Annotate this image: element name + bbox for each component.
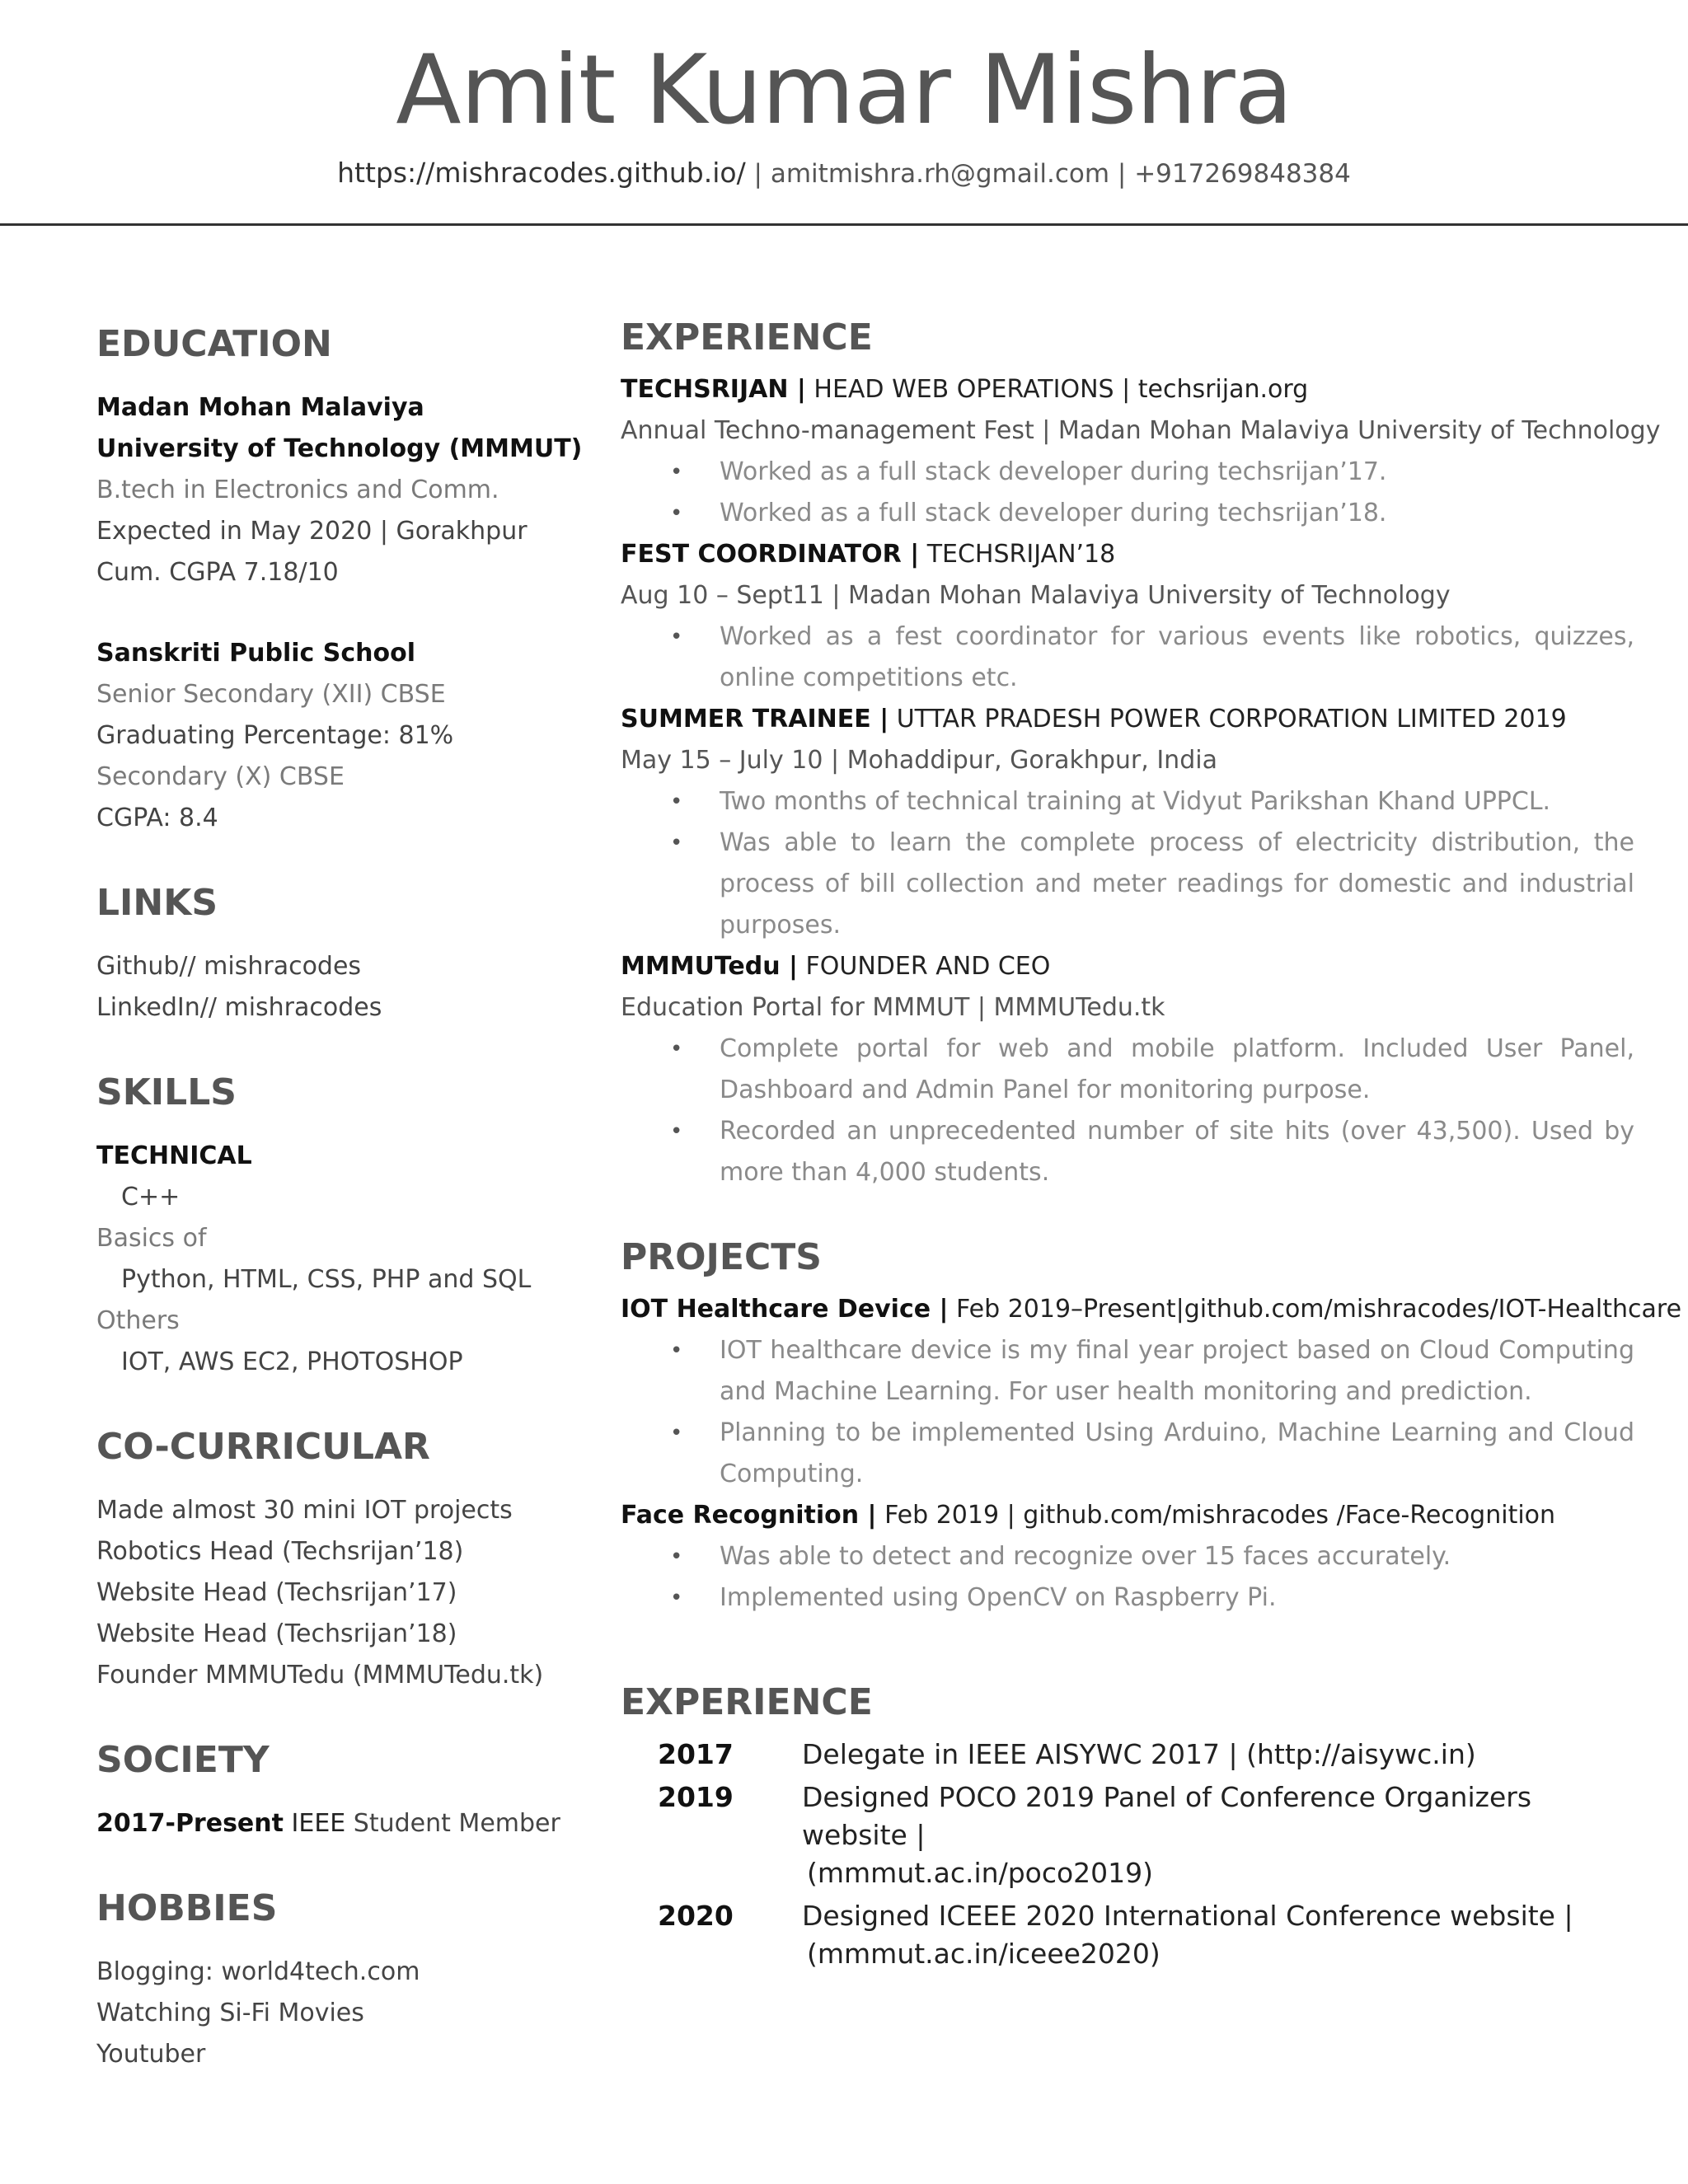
bullet-item: • Worked as a fest coordinator for various events like robotics, quizzes, online competitions etc.: [621, 616, 1634, 699]
society-years: 2017-Present: [96, 1809, 284, 1838]
project-bullets: [621, 1536, 1634, 1619]
achievement-link[interactable]: (mmmut.ac.in/poco2019): [807, 1857, 1154, 1889]
achievement-row: [621, 1736, 1634, 1774]
achievement-line: Delegate in IEEE AISYWC 2017 | (http://aisywc.in): [802, 1738, 1476, 1770]
separator: |: [1109, 159, 1135, 189]
school1-name-line2: University of Technology (MMMUT): [96, 434, 583, 463]
school2-name: Sanskriti Public School: [96, 639, 416, 668]
society-title: SOCIETY: [96, 1739, 270, 1781]
bullet-item: • Recorded an unprecedented number of site hits (over 43,500). Used by more than 4,000 students.: [621, 1111, 1634, 1193]
cocurricular-item: Founder MMMUTedu (MMMUTedu.tk): [96, 1661, 544, 1690]
project-meta[interactable]: Feb 2019–Present|github.com/mishracodes/IOT-Healthcare: [956, 1295, 1682, 1324]
project-title: [621, 1495, 1634, 1536]
hobby-item: Watching Si-Fi Movies: [96, 1999, 364, 2027]
left-column: [96, 313, 591, 2075]
school1-name-line1: Madan Mohan Malaviya: [96, 393, 424, 422]
achievement-year: 2020: [658, 1900, 734, 1932]
experience2-title: EXPERIENCE: [621, 1681, 873, 1723]
bullet-item: • Was able to learn the complete process of electricity distribution, the process of bill collection and meter readings for domestic and industrial purposes.: [621, 823, 1634, 946]
right-column: [621, 313, 1682, 1978]
job-role: UTTAR PRADESH POWER CORPORATION LIMITED 2019: [896, 705, 1567, 733]
bullet-item: • Implemented using OpenCV on Raspberry Pi.: [621, 1577, 1634, 1619]
achievement-text: [802, 1779, 1634, 1892]
job-subtitle: May 15 – July 10 | Mohaddipur, Gorakhpur, India: [621, 746, 1217, 775]
school2-x-cgpa: CGPA: 8.4: [96, 804, 218, 832]
job-bullets: [621, 452, 1634, 534]
project-bullets: [621, 1330, 1634, 1495]
projects-title: PROJECTS: [621, 1236, 822, 1278]
bullet-item: • IOT healthcare device is my final year project based on Cloud Computing and Machine Learning. For user health monitoring and prediction.: [621, 1330, 1634, 1413]
project-name: Face Recognition |: [621, 1501, 877, 1530]
candidate-name: Amit Kumar Mishra: [396, 35, 1292, 146]
contact-line: [0, 155, 1688, 192]
hobby-item: Blogging: world4tech.com: [96, 1957, 420, 1986]
job-role: HEAD WEB OPERATIONS | techsrijan.org: [814, 375, 1309, 404]
job-title: [621, 699, 1634, 740]
job-org: SUMMER TRAINEE |: [621, 705, 889, 733]
bullet-item: • Planning to be implemented Using Arduino, Machine Learning and Cloud Computing.: [621, 1413, 1634, 1495]
job-org: FEST COORDINATOR |: [621, 540, 920, 569]
website-link[interactable]: https://mishracodes.github.io/: [337, 157, 746, 189]
achievement-year: 2017: [658, 1738, 734, 1770]
cocurricular-item: Made almost 30 mini IOT projects: [96, 1496, 513, 1525]
skills-basics-label: Basics of: [96, 1224, 207, 1253]
project-name: IOT Healthcare Device |: [621, 1295, 949, 1324]
education-title: EDUCATION: [96, 323, 332, 365]
society-entry: [96, 1803, 591, 1844]
linkedin-link[interactable]: LinkedIn// mishracodes: [96, 993, 382, 1022]
job-title: [621, 369, 1634, 410]
bullet-item: • Worked as a full stack developer during techsrijan’17.: [621, 452, 1634, 493]
skills-title: SKILLS: [96, 1071, 237, 1113]
job-title: [621, 534, 1634, 575]
achievement-text: [802, 1736, 1634, 1774]
achievement-row: [621, 1779, 1634, 1892]
job-subtitle: Aug 10 – Sept11 | Madan Mohan Malaviya University of Technology: [621, 581, 1451, 610]
achievement-line: Designed ICEEE 2020 International Conference website |: [802, 1900, 1573, 1932]
experience-title: EXPERIENCE: [621, 316, 873, 359]
hobby-item: Youtuber: [96, 2040, 206, 2069]
society-org: IEEE: [291, 1809, 346, 1838]
school2-xii-percentage: Graduating Percentage: 81%: [96, 721, 454, 750]
skills-technical-label: TECHNICAL: [96, 1141, 252, 1170]
bullet-item: • Two months of technical training at Vidyut Parikshan Khand UPPCL.: [621, 781, 1634, 823]
school2-x: Secondary (X) CBSE: [96, 762, 345, 791]
job-bullets: [621, 616, 1634, 699]
project-title: [621, 1289, 1682, 1330]
job-org: MMMUTedu |: [621, 952, 798, 981]
job-role: FOUNDER AND CEO: [805, 952, 1051, 981]
email-link[interactable]: amitmishra.rh@gmail.com: [770, 159, 1110, 189]
job-title: [621, 946, 1634, 987]
achievement-year: 2019: [658, 1781, 734, 1813]
header-divider: [0, 223, 1688, 226]
skills-technical-value: C++: [121, 1183, 181, 1212]
bullet-item: • Complete portal for web and mobile platform. Included User Panel, Dashboard and Admin Panel for monitoring purpose.: [621, 1029, 1634, 1111]
achievement-link[interactable]: (mmmut.ac.in/iceee2020): [807, 1938, 1160, 1970]
job-subtitle: Annual Techno-management Fest | Madan Mohan Malaviya University of Technology: [621, 416, 1661, 445]
skills-others-label: Others: [96, 1306, 180, 1335]
hobbies-title: HOBBIES: [96, 1887, 278, 1929]
cocurricular-item: Website Head (Techsrijan’18): [96, 1619, 457, 1648]
school2-xii: Senior Secondary (XII) CBSE: [96, 680, 446, 709]
job-org: TECHSRIJAN |: [621, 375, 806, 404]
cocurricular-item: Website Head (Techsrijan’17): [96, 1578, 457, 1607]
separator: |: [745, 159, 771, 189]
cocurricular-title: CO-CURRICULAR: [96, 1426, 430, 1468]
github-link[interactable]: Github// mishracodes: [96, 952, 362, 981]
skills-basics-value: Python, HTML, CSS, PHP and SQL: [121, 1265, 532, 1294]
achievement-text: [802, 1897, 1634, 1973]
job-bullets: [621, 781, 1634, 946]
school1-cgpa: Cum. CGPA 7.18/10: [96, 558, 339, 587]
links-title: LINKS: [96, 882, 218, 924]
cocurricular-item: Robotics Head (Techsrijan’18): [96, 1537, 464, 1566]
job-subtitle: Education Portal for MMMUT | MMMUTedu.tk: [621, 993, 1165, 1022]
phone-number[interactable]: +917269848384: [1134, 159, 1351, 189]
achievement-row: [621, 1897, 1634, 1973]
job-role: TECHSRIJAN’18: [926, 540, 1116, 569]
school1-expected: Expected in May 2020 | Gorakhpur: [96, 517, 528, 546]
bullet-item: • Worked as a full stack developer during techsrijan’18.: [621, 493, 1634, 534]
project-meta[interactable]: Feb 2019 | github.com/mishracodes /Face-Recognition: [884, 1501, 1556, 1530]
job-bullets: [621, 1029, 1634, 1193]
school1-degree: B.tech in Electronics and Comm.: [96, 476, 499, 504]
bullet-item: • Was able to detect and recognize over 15 faces accurately.: [621, 1536, 1634, 1577]
society-role: Student Member: [353, 1809, 560, 1838]
achievement-line: Designed POCO 2019 Panel of Conference Organizers website |: [802, 1781, 1532, 1851]
skills-others-value: IOT, AWS EC2, PHOTOSHOP: [121, 1347, 463, 1376]
